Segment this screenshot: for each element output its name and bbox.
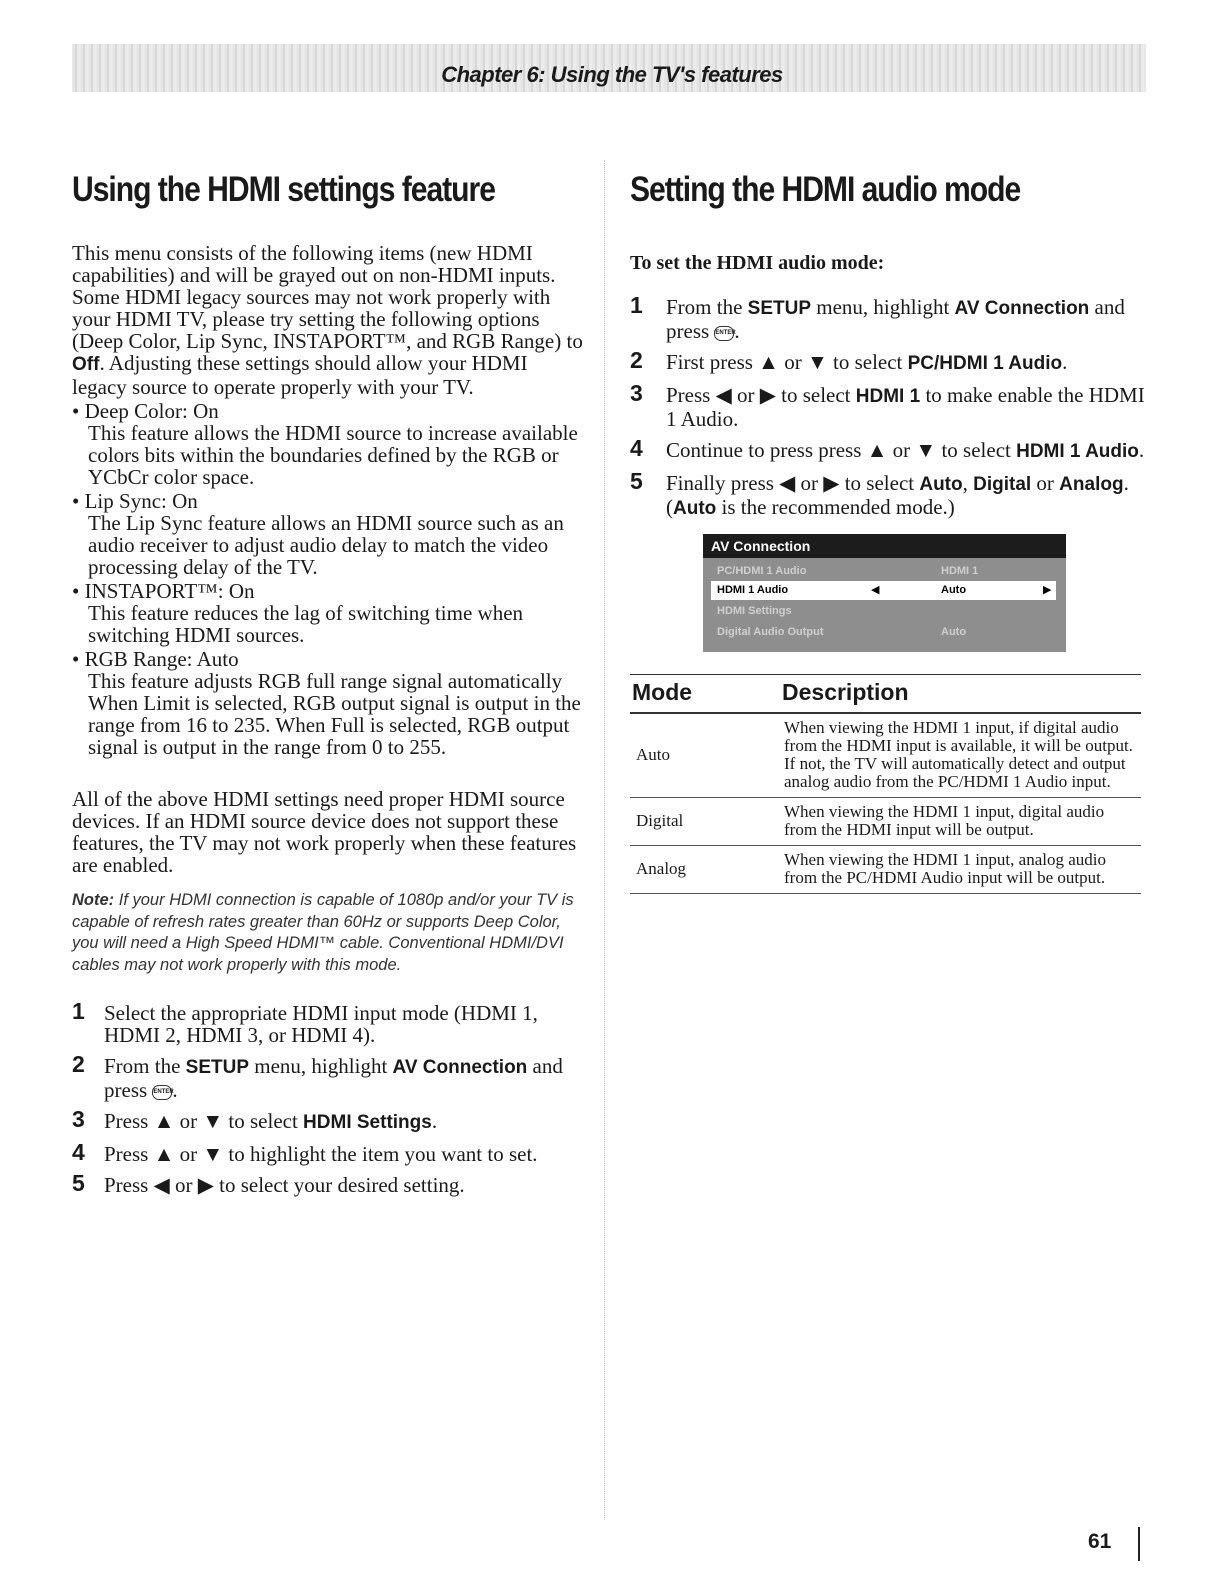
step-1: 1 Select the appropriate HDMI input mode (HDMI 1, HDMI 2, HDMI 3, or HDMI 4).	[72, 998, 538, 1047]
right-steps	[630, 292, 1145, 520]
enter-button-icon: ENTER	[152, 1085, 172, 1100]
screen-row-hdmi-audio: HDMI 1 Audio ◀ Auto ▶	[711, 581, 1056, 600]
table-row: Digital When viewing the HDMI 1 input, digital audio from the HDMI input will be output.	[630, 798, 1141, 846]
table-row: Analog When viewing the HDMI 1 input, analog audio from the PC/HDMI Audio input will be output.	[630, 846, 1141, 894]
screen-row-digital-audio-output: Digital Audio Output Auto	[717, 626, 967, 638]
note: Note: If your HDMI connection is capable of 1080p and/or your TV is capable of refresh rates greater than 60Hz or supports Deep Color, you will need a High Speed HDMI™ cable. Conventional HDMI/DVI cables may not work properly with this mode.	[72, 891, 574, 974]
left-column	[72, 160, 587, 1205]
step-3: 3 Press ▲ or ▼ to select HDMI Settings.	[72, 1106, 438, 1133]
screen-row-pc-hdmi-audio: PC/HDMI 1 Audio HDMI 1	[717, 565, 979, 577]
section-title-audio-mode: Setting the HDMI audio mode	[630, 170, 1021, 209]
left-steps	[72, 998, 587, 1197]
bullet-deep-color: • Deep Color: On This feature allows the HDMI source to increase available colors bits within the boundaries defined by the RGB or YCbCr color space.	[72, 399, 578, 489]
column-header-description: Description	[780, 675, 1141, 714]
bullet-lip-sync: • Lip Sync: On The Lip Sync feature allows an HDMI source such as an audio receiver to adjust audio delay to match the video processing delay of the TV.	[72, 489, 564, 579]
audio-step-2: 2 First press ▲ or ▼ to select PC/HDMI 1 Audio.	[630, 347, 1068, 374]
av-connection-screenshot	[703, 534, 1066, 652]
column-header-mode: Mode	[630, 675, 780, 714]
arrow-right-icon: ▶	[1043, 584, 1052, 596]
bullet-rgb-range: • RGB Range: Auto This feature adjusts RGB full range signal automatically When Limit is selected, RGB output signal is output in the range from 16 to 235. When Full is selected, RGB output signal is output in the range from 0 to 255.	[72, 647, 581, 759]
audio-step-4: 4 Continue to press press ▲ or ▼ to select HDMI 1 Audio.	[630, 435, 1145, 462]
screen-row-hdmi-settings: HDMI Settings	[717, 605, 792, 617]
table-row: Auto When viewing the HDMI 1 input, if digital audio from the HDMI input is available, it will be output. If not, the TV will automatically detect and output analog audio from the PC/HDMI 1 Audio input.	[630, 713, 1141, 798]
intro-paragraph: This menu consists of the following items (new HDMI capabilities) and will be grayed out on non-HDMI inputs.	[72, 241, 556, 287]
audio-step-1: 1 From the SETUP menu, highlight AV Connection and press ENTER.	[630, 292, 1125, 343]
audio-step-5: 5 Finally press ◀ or ▶ to select Auto, Digital or Analog. (Auto is the recommended mode.)	[630, 468, 1129, 519]
chapter-title: Chapter 6: Using the TV's features	[441, 62, 783, 87]
bullet-instaport: • INSTAPORT™: On This feature reduces the lag of switching time when switching HDMI sources.	[72, 579, 524, 647]
screen-title: AV Connection	[703, 534, 1066, 558]
enter-button-icon: ENTER	[714, 326, 734, 341]
audio-step-3: 3 Press ◀ or ▶ to select HDMI 1 to make enable the HDMI 1 Audio.	[630, 380, 1145, 431]
step-2: 2 From the SETUP menu, highlight AV Connection and press ENTER.	[72, 1051, 563, 1102]
step-4: 4 Press ▲ or ▼ to highlight the item you want to set.	[72, 1139, 538, 1166]
page-number-bar	[1138, 1527, 1140, 1561]
section-title-hdmi-settings: Using the HDMI settings feature	[72, 170, 495, 209]
procedure-lead: To set the HDMI audio mode:	[630, 252, 885, 274]
page-number: 61	[1088, 1530, 1112, 1553]
legacy-paragraph: Some HDMI legacy sources may not work properly with your HDMI TV, please try setting the following options (Deep Color, Lip Sync, INSTAPORT™, and RGB Range) to Off. Adjusting these settings should allow your HDMI legacy source to operate properly with your TV.	[72, 285, 583, 399]
right-column	[630, 160, 1145, 894]
audio-mode-table	[630, 674, 1141, 894]
all-above-paragraph: All of the above HDMI settings need proper HDMI source devices. If an HDMI source device does not support these features, the TV may not work properly when these features are enabled.	[72, 787, 577, 877]
column-divider	[604, 160, 605, 1520]
step-5: 5 Press ◀ or ▶ to select your desired setting.	[72, 1170, 465, 1197]
arrow-left-icon: ◀	[871, 584, 880, 596]
